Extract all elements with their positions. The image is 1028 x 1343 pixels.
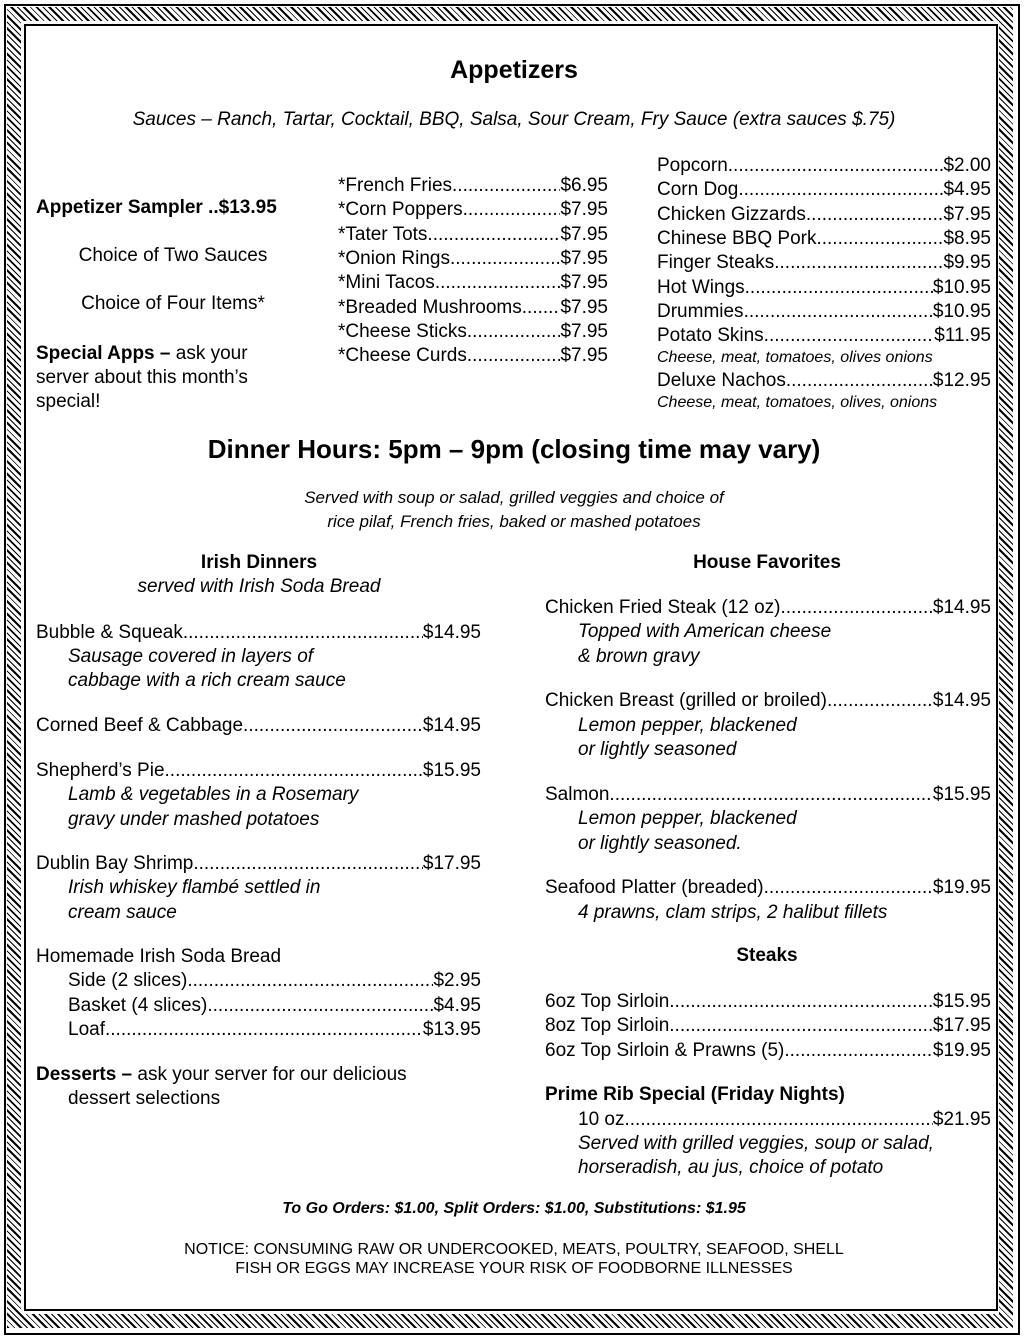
dot-leader bbox=[728, 154, 944, 178]
menu-item bbox=[545, 689, 991, 713]
menu-item bbox=[657, 369, 991, 393]
dot-leader bbox=[165, 759, 423, 783]
dinner-served-with bbox=[0, 486, 1028, 534]
dot-leader bbox=[522, 296, 561, 320]
dot-leader bbox=[784, 1039, 933, 1063]
notice-line-2: FISH OR EGGS MAY INCREASE YOUR RISK OF FOODBORNE ILLNESSES bbox=[235, 1260, 793, 1277]
menu-item bbox=[338, 198, 608, 222]
item-name: Chicken Gizzards bbox=[657, 203, 806, 225]
desserts-label: Desserts – bbox=[36, 1064, 133, 1085]
dot-leader bbox=[669, 990, 933, 1014]
food-safety-notice bbox=[0, 1240, 1028, 1278]
menu-item bbox=[338, 174, 608, 198]
item-name: Corned Beef & Cabbage bbox=[36, 715, 244, 736]
dot-leader bbox=[450, 247, 561, 271]
menu-item bbox=[545, 596, 991, 620]
sampler-items: Choice of Four Items* bbox=[81, 293, 265, 314]
prime-rib-title: Prime Rib Special (Friday Nights) bbox=[545, 1084, 845, 1105]
desserts-note bbox=[36, 1063, 407, 1111]
menu-item bbox=[68, 994, 481, 1018]
item-price: $7.95 bbox=[560, 247, 608, 269]
item-price: $15.95 bbox=[932, 991, 991, 1012]
item-desc: or lightly seasoned bbox=[578, 739, 737, 760]
item-name: 6oz Top Sirloin & Prawns (5) bbox=[545, 1040, 785, 1061]
item-price: $7.95 bbox=[943, 203, 991, 225]
item-name: *Corn Poppers bbox=[338, 199, 463, 221]
dot-leader bbox=[467, 320, 561, 344]
menu-item bbox=[36, 621, 481, 645]
menu-item bbox=[657, 154, 991, 178]
special-apps bbox=[36, 342, 316, 414]
item-desc: gravy under mashed potatoes bbox=[68, 809, 320, 830]
item-name: *Tater Tots bbox=[338, 223, 428, 245]
item-desc: 4 prawns, clam strips, 2 halibut fillets bbox=[578, 902, 888, 923]
item-name: *Cheese Curds bbox=[338, 345, 467, 367]
dot-leader bbox=[669, 1014, 933, 1038]
item-name: Seafood Platter (breaded) bbox=[545, 877, 764, 898]
menu-item bbox=[338, 271, 608, 295]
menu-item bbox=[338, 247, 608, 271]
item-desc: & brown gravy bbox=[578, 646, 700, 667]
special-apps-text2: server about this month’s bbox=[36, 367, 248, 388]
item-desc: Topped with American cheese bbox=[578, 621, 832, 642]
item-desc: or lightly seasoned. bbox=[578, 833, 742, 854]
item-price: $17.95 bbox=[422, 853, 481, 874]
menu-item bbox=[578, 1108, 991, 1132]
item-name: Hot Wings bbox=[657, 276, 745, 298]
item-desc: cabbage with a rich cream sauce bbox=[68, 670, 346, 691]
menu-item bbox=[657, 276, 991, 300]
dot-leader bbox=[463, 198, 561, 222]
item-name: 10 oz bbox=[578, 1109, 625, 1130]
menu-item bbox=[545, 783, 991, 807]
menu-item bbox=[545, 990, 991, 1014]
menu-item bbox=[545, 876, 991, 900]
steaks-title: Steaks bbox=[736, 945, 798, 966]
dot-leader bbox=[105, 1018, 423, 1042]
item-price: $21.95 bbox=[932, 1109, 991, 1130]
item-desc: Served with grilled veggies, soup or salad, bbox=[578, 1133, 934, 1154]
menu-item bbox=[68, 1018, 481, 1042]
dot-leader bbox=[467, 344, 561, 368]
menu-item bbox=[657, 203, 991, 227]
item-price: $19.95 bbox=[932, 877, 991, 898]
menu-item bbox=[545, 1014, 991, 1038]
menu-item bbox=[657, 251, 991, 275]
appetizer-sampler: Appetizer Sampler ..$13.95 bbox=[36, 197, 277, 218]
item-name: Salmon bbox=[545, 784, 610, 805]
menu-item bbox=[657, 300, 991, 324]
dot-leader bbox=[764, 324, 935, 348]
menu-item bbox=[36, 714, 481, 738]
item-price: $4.95 bbox=[433, 995, 481, 1016]
item-desc: Sausage covered in layers of bbox=[68, 646, 314, 667]
dot-leader bbox=[806, 203, 944, 227]
item-price: $10.95 bbox=[932, 300, 991, 322]
menu-item bbox=[338, 296, 608, 320]
menu-item bbox=[545, 1039, 991, 1063]
item-name: Bubble & Squeak bbox=[36, 622, 183, 643]
dot-leader bbox=[786, 369, 933, 393]
item-name: Popcorn bbox=[657, 155, 728, 176]
menu-item bbox=[657, 178, 991, 202]
item-name: Dublin Bay Shrimp bbox=[36, 853, 194, 874]
special-apps-text3: special! bbox=[36, 391, 101, 412]
item-price: $19.95 bbox=[932, 1040, 991, 1061]
item-price: $2.00 bbox=[943, 155, 991, 176]
item-price: $7.95 bbox=[560, 345, 608, 367]
dot-leader bbox=[827, 689, 933, 713]
house-favorites-title: House Favorites bbox=[693, 552, 841, 573]
item-name: Basket (4 slices) bbox=[68, 995, 208, 1016]
menu-item bbox=[68, 969, 481, 993]
appetizers-title: Appetizers bbox=[450, 56, 578, 84]
dot-leader bbox=[193, 852, 423, 876]
item-price: $4.95 bbox=[943, 179, 991, 201]
menu-item bbox=[338, 344, 608, 368]
item-price: $9.95 bbox=[943, 252, 991, 274]
dot-leader bbox=[816, 227, 943, 251]
dinner-hours-title: Dinner Hours: 5pm – 9pm (closing time may vary) bbox=[207, 434, 821, 464]
item-desc: Lemon pepper, blackened bbox=[578, 808, 797, 829]
item-desc: cream sauce bbox=[68, 902, 177, 923]
dot-leader bbox=[764, 876, 933, 900]
potato-skins-desc: Cheese, meat, tomatoes, olives onions bbox=[657, 349, 933, 366]
item-price: $11.95 bbox=[934, 325, 991, 347]
item-price: $10.95 bbox=[932, 276, 991, 298]
item-price: $13.95 bbox=[422, 1019, 481, 1040]
dot-leader bbox=[427, 223, 560, 247]
dot-leader bbox=[774, 251, 943, 275]
item-price: $14.95 bbox=[422, 622, 481, 643]
item-desc: horseradish, au jus, choice of potato bbox=[578, 1157, 884, 1178]
dot-leader bbox=[435, 271, 561, 295]
nachos-desc: Cheese, meat, tomatoes, olives, onions bbox=[657, 394, 938, 411]
item-desc: Irish whiskey flambé settled in bbox=[68, 877, 321, 898]
dot-leader bbox=[744, 300, 933, 324]
item-price: $8.95 bbox=[943, 227, 991, 249]
soda-bread-title: Homemade Irish Soda Bread bbox=[36, 946, 282, 967]
menu-item bbox=[657, 227, 991, 251]
dot-leader bbox=[243, 714, 423, 738]
item-name: Finger Steaks bbox=[657, 252, 775, 274]
served-line-1: Served with soup or salad, grilled veggies and choice of bbox=[304, 488, 724, 507]
dot-leader bbox=[187, 969, 433, 993]
item-name: Side (2 slices) bbox=[68, 970, 188, 991]
item-name: Chicken Fried Steak (12 oz) bbox=[545, 597, 781, 618]
item-name: *French Fries bbox=[338, 175, 453, 196]
special-apps-text1: ask your bbox=[170, 343, 248, 364]
desserts-text1: ask your server for our delicious bbox=[132, 1064, 407, 1085]
dot-leader bbox=[207, 994, 433, 1018]
dot-leader bbox=[738, 178, 943, 202]
item-price: $14.95 bbox=[422, 715, 481, 736]
served-line-2: rice pilaf, French fries, baked or mashed potatoes bbox=[327, 512, 701, 531]
item-price: $14.95 bbox=[932, 690, 991, 711]
item-name: *Cheese Sticks bbox=[338, 320, 467, 342]
notice-line-1: NOTICE: CONSUMING RAW OR UNDERCOOKED, MEATS, POULTRY, SEAFOOD, SHELL bbox=[184, 1241, 844, 1258]
item-name: Corn Dog bbox=[657, 179, 739, 201]
item-name: Chinese BBQ Pork bbox=[657, 227, 817, 249]
special-apps-label: Special Apps – bbox=[36, 343, 171, 364]
irish-dinners-title: Irish Dinners bbox=[200, 552, 318, 573]
dot-leader bbox=[183, 621, 423, 645]
menu-item bbox=[657, 324, 991, 348]
item-name: Drummies bbox=[657, 300, 744, 322]
dot-leader bbox=[609, 783, 932, 807]
menu-item bbox=[36, 759, 481, 783]
item-price: $6.95 bbox=[560, 175, 608, 196]
item-desc: Lemon pepper, blackened bbox=[578, 715, 797, 736]
item-price: $7.95 bbox=[560, 223, 608, 245]
dot-leader bbox=[624, 1108, 932, 1132]
irish-dinners-subtitle: served with Irish Soda Bread bbox=[137, 576, 381, 597]
item-name: Deluxe Nachos bbox=[657, 370, 786, 391]
item-price: $7.95 bbox=[560, 199, 608, 221]
item-name: *Onion Rings bbox=[338, 247, 450, 269]
item-price: $14.95 bbox=[932, 597, 991, 618]
sauces-line: Sauces – Ranch, Tartar, Cocktail, BBQ, Salsa, Sour Cream, Fry Sauce (extra sauces $.75) bbox=[132, 109, 896, 130]
item-name: Potato Skins bbox=[657, 325, 764, 347]
menu-item bbox=[36, 852, 481, 876]
item-price: $12.95 bbox=[932, 370, 991, 391]
item-price: $7.95 bbox=[560, 272, 608, 294]
item-price: $17.95 bbox=[932, 1015, 991, 1036]
sampler-sauces: Choice of Two Sauces bbox=[78, 245, 268, 266]
desserts-text2: dessert selections bbox=[68, 1088, 221, 1109]
item-name: *Breaded Mushrooms bbox=[338, 296, 522, 318]
menu-item bbox=[338, 320, 608, 344]
item-name: Chicken Breast (grilled or broiled) bbox=[545, 690, 827, 711]
item-price: $2.95 bbox=[433, 970, 481, 991]
menu-item bbox=[338, 223, 608, 247]
dot-leader bbox=[452, 174, 560, 198]
dot-leader bbox=[745, 276, 933, 300]
item-price: $15.95 bbox=[422, 760, 481, 781]
item-name: *Mini Tacos bbox=[338, 272, 435, 294]
order-fees: To Go Orders: $1.00, Split Orders: $1.00, Substitutions: $1.95 bbox=[282, 1200, 746, 1217]
item-name: 8oz Top Sirloin bbox=[545, 1015, 670, 1036]
dot-leader bbox=[781, 596, 933, 620]
item-price: $15.95 bbox=[932, 784, 991, 805]
item-desc: Lamb & vegetables in a Rosemary bbox=[68, 784, 359, 805]
item-price: $7.95 bbox=[560, 320, 608, 342]
item-name: Loaf bbox=[68, 1019, 105, 1040]
item-name: 6oz Top Sirloin bbox=[545, 991, 670, 1012]
item-price: $7.95 bbox=[560, 296, 608, 318]
item-name: Shepherd’s Pie bbox=[36, 760, 165, 781]
